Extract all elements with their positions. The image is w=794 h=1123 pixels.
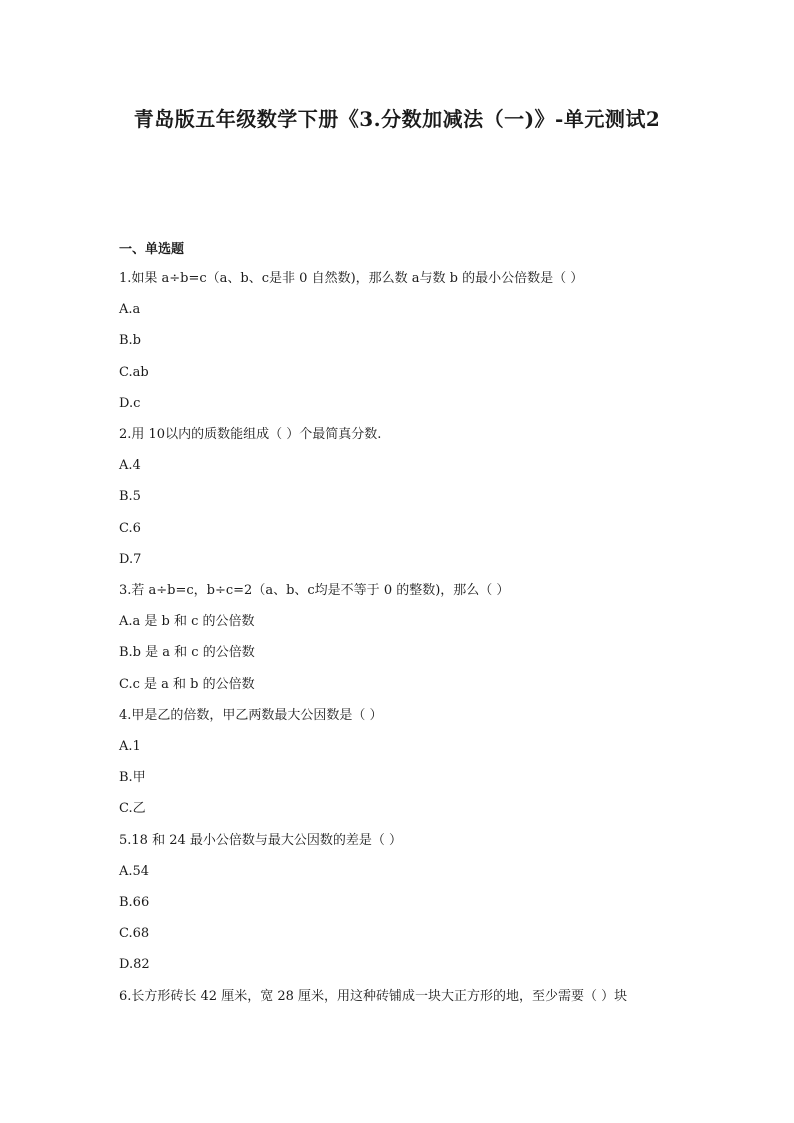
question-stem: 2.用 10以内的质数能组成（ ）个最简真分数. xyxy=(119,427,382,442)
answer-option: B.66 xyxy=(119,895,150,910)
question-stem: 4.甲是乙的倍数，甲乙两数最大公因数是（ ） xyxy=(119,708,383,723)
answer-option: D.82 xyxy=(119,957,150,972)
answer-option: C.乙 xyxy=(119,801,146,816)
answer-option: A.54 xyxy=(119,864,150,879)
answer-option: B.b 是 a 和 c 的公倍数 xyxy=(119,645,255,660)
answer-option: A.4 xyxy=(119,458,141,473)
answer-option: A.a xyxy=(119,302,141,317)
question-stem: 5.18 和 24 最小公倍数与最大公因数的差是（ ） xyxy=(119,833,403,848)
answer-option: A.1 xyxy=(119,739,141,754)
question-stem: 6.长方形砖长 42 厘米，宽 28 厘米，用这种砖铺成一块大正方形的地，至少需要（ ）块 xyxy=(119,989,628,1004)
answer-option: B.b xyxy=(119,333,142,348)
answer-option: A.a 是 b 和 c 的公倍数 xyxy=(119,614,255,629)
question-stem: 1.如果 a÷b=c（a、b、c是非 0 自然数)，那么数 a与数 b 的最小公倍数是（ ） xyxy=(119,271,584,286)
answer-option: C.6 xyxy=(119,521,141,536)
answer-option: B.5 xyxy=(119,489,141,504)
answer-option: C.ab xyxy=(119,365,149,380)
answer-option: D.c xyxy=(119,396,141,411)
answer-option: B.甲 xyxy=(119,770,146,785)
document-title: 青岛版五年级数学下册《3.分数加减法（一)》-单元测试2 xyxy=(133,107,661,131)
question-stem: 3.若 a÷b=c，b÷c=2（a、b、c均是不等于 0 的整数)，那么（ ） xyxy=(119,583,510,598)
answer-option: C.c 是 a 和 b 的公倍数 xyxy=(119,677,255,692)
answer-option: D.7 xyxy=(119,552,142,567)
answer-option: C.68 xyxy=(119,926,150,941)
section-heading: 一、单选题 xyxy=(119,242,185,257)
